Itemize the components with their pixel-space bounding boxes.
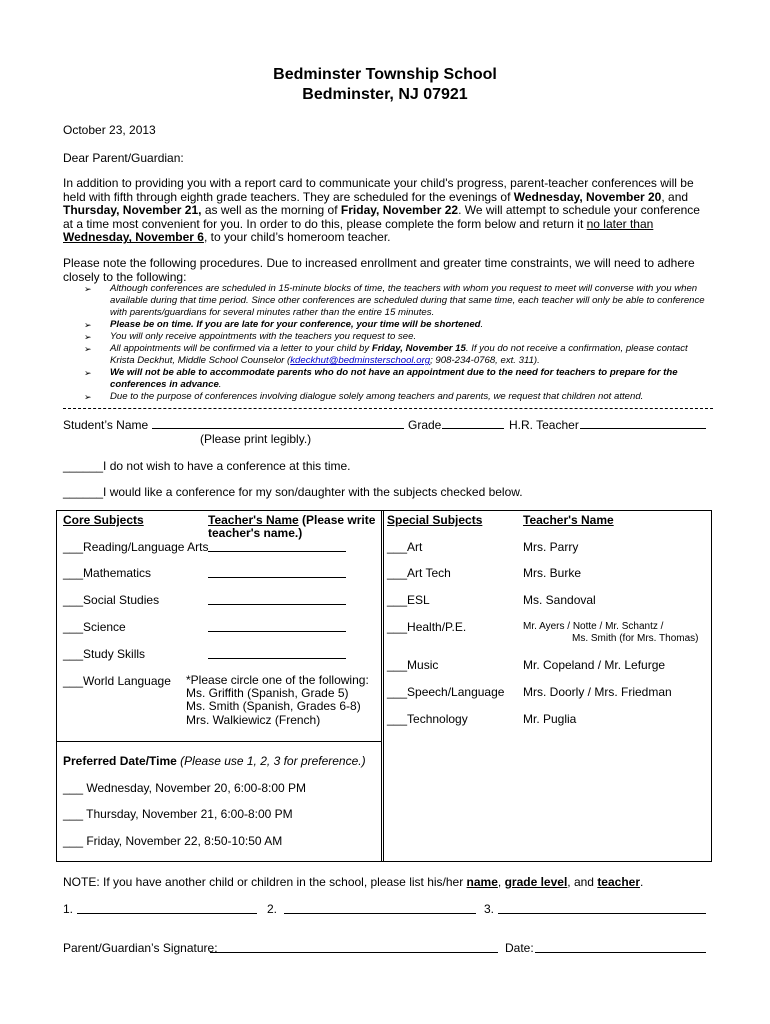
intro-paragraph: In addition to providing you with a report card to communicate your child's progress, parent-teacher conferences will be held with fifth through eighth grade teachers. They are scheduled for the evenings of Wednesday, November 20, and Thursday, November 21, as well as the morning of Friday, November 22. We will attempt to schedule your conference at a time most convenient for you. In order to do this, please complete the form below and return it no later than Wednesday, November 6, to your child’s homeroom teacher. — [63, 176, 700, 245]
special-teacher-name: Mr. Ayers / Notte / Mr. Schantz / — [523, 621, 664, 632]
no-conference-option[interactable]: ______I do not wish to have a conference at this time. — [63, 459, 351, 473]
grade-field[interactable] — [442, 418, 504, 429]
special-subject-music[interactable]: ___Music — [387, 658, 439, 672]
core-subject-world-language[interactable]: ___World Language — [63, 674, 171, 688]
school-address: Bedminster, NJ 07921 — [302, 86, 468, 103]
procedure-item: ➢ You will only receive appointments with the teachers you request to see. — [84, 331, 417, 342]
arrow-icon: ➢ — [84, 392, 92, 402]
core-teacher-field[interactable] — [208, 567, 346, 578]
checkbox-blank[interactable]: ______ — [63, 485, 104, 499]
procedure-item: ➢ All appointments will be confirmed via a letter to your child by Friday, November 15. If you do not receive a confirmation, please contact Krista Deckhut, Middle School Counselor (kdeckhut@bedminsterschool.org; 908-234-0768, ext. 311). — [84, 343, 688, 366]
salutation: Dear Parent/Guardian: — [63, 151, 184, 165]
procedure-item: ➢ Due to the purpose of conferences involving dialogue solely among teachers and parents, we request that children not attend. — [84, 391, 644, 402]
arrow-icon: ➢ — [84, 332, 92, 342]
conference-option[interactable]: ______I would like a conference for my son/daughter with the subjects checked below. — [63, 485, 523, 499]
arrow-icon: ➢ — [84, 284, 92, 294]
counselor-email-link[interactable]: kdeckhut@bedminsterschool.org — [290, 355, 431, 366]
special-subject-art[interactable]: ___Art — [387, 540, 423, 554]
core-teacher-heading-line2: teacher's name.) — [208, 526, 303, 540]
cut-line — [63, 408, 713, 409]
core-subject-study-skills[interactable]: ___Study Skills — [63, 647, 146, 661]
print-note: (Please print legibly.) — [200, 432, 312, 446]
teacher-option[interactable]: Ms. Griffith (Spanish, Grade 5) — [186, 686, 349, 701]
core-subject-math[interactable]: ___Mathematics — [63, 566, 152, 580]
special-teacher-name: Mr. Copeland / Mr. Lefurge — [523, 658, 666, 672]
date-label: Date: — [505, 941, 534, 955]
school-name: Bedminster Township School — [273, 66, 497, 83]
letter-date: October 23, 2013 — [63, 123, 156, 137]
procedure-item: ➢ Although conferences are scheduled in 15-minute blocks of time, the teachers with whom you request to meet will converse with you when available during that time period. Since other conferences are scheduled during that same time, each teacher will only be able to conference with parents/guardians for several minutes rather than the entire 15 minutes. — [84, 283, 705, 318]
special-teacher-name: Mrs. Doorly / Mrs. Friedman — [523, 685, 672, 699]
preferred-heading: Preferred Date/Time (Please use 1, 2, 3 for preference.) — [63, 754, 366, 768]
child-1-field[interactable] — [77, 903, 257, 914]
special-subjects-heading: Special Subjects — [387, 513, 483, 527]
core-teacher-heading: Teacher's Name (Please write — [208, 513, 376, 527]
child-3-field[interactable] — [498, 903, 706, 914]
arrow-icon: ➢ — [84, 344, 92, 354]
preferred-option-friday[interactable]: ___ Friday, November 22, 8:50-10:50 AM — [63, 834, 283, 848]
core-teacher-field[interactable] — [208, 594, 346, 605]
core-teacher-field[interactable] — [208, 541, 346, 552]
procedures-list — [84, 283, 714, 403]
core-teacher-field[interactable] — [208, 621, 346, 632]
core-subject-reading[interactable]: ___Reading/Language Arts — [63, 540, 209, 554]
date-field[interactable] — [535, 942, 706, 953]
student-name-label: Student’s Name — [63, 418, 149, 432]
hr-teacher-field[interactable] — [580, 418, 706, 429]
child-1-label: 1. — [63, 902, 74, 916]
hr-teacher-label: H.R. Teacher — [509, 418, 579, 432]
special-subject-health-pe[interactable]: ___Health/P.E. — [387, 620, 467, 634]
special-teacher-heading: Teacher's Name — [523, 513, 614, 527]
procedure-item: ➢ We will not be able to accommodate parents who do not have an appointment due to the need for teachers to prepare for the conferences in advance. — [84, 367, 678, 390]
special-teacher-name-line2: Ms. Smith (for Mrs. Thomas) — [572, 633, 699, 644]
world-language-note: *Please circle one of the following: Ms. Griffith (Spanish, Grade 5) Ms. Smith (Spanish, Grades 6-8) Mrs. Walkiewicz (French) — [186, 673, 369, 727]
teacher-option[interactable]: Mrs. Walkiewicz (French) — [186, 712, 321, 727]
siblings-note: NOTE: If you have another child or children in the school, please list his/her name, grade level, and teacher. — [63, 875, 644, 889]
special-subject-art-tech[interactable]: ___Art Tech — [387, 566, 451, 580]
checkbox-blank[interactable]: ______ — [63, 459, 104, 473]
special-subject-speech[interactable]: ___Speech/Language — [387, 685, 505, 699]
core-subject-science[interactable]: ___Science — [63, 620, 126, 634]
special-teacher-name: Mrs. Burke — [523, 566, 582, 580]
child-2-label: 2. — [267, 902, 278, 916]
signature-label: Parent/Guardian’s Signature: — [63, 941, 218, 955]
grade-label: Grade — [408, 418, 442, 432]
special-subject-esl[interactable]: ___ESL — [387, 593, 430, 607]
procedures-paragraph: Please note the following procedures. Due to increased enrollment and greater time constraints, we will need to adhere closely to the following: — [63, 256, 695, 284]
arrow-icon: ➢ — [84, 320, 92, 330]
core-subject-social-studies[interactable]: ___Social Studies — [63, 593, 160, 607]
special-teacher-name: Mr. Puglia — [523, 712, 577, 726]
special-teacher-name: Mrs. Parry — [523, 540, 579, 554]
child-3-label: 3. — [484, 902, 495, 916]
child-2-field[interactable] — [284, 903, 476, 914]
student-name-field[interactable] — [152, 418, 404, 429]
core-subjects-heading: Core Subjects — [63, 513, 144, 527]
teacher-option[interactable]: Ms. Smith (Spanish, Grades 6-8) — [186, 699, 361, 714]
core-teacher-field[interactable] — [208, 648, 346, 659]
signature-field[interactable] — [210, 942, 498, 953]
procedure-item: ➢ Please be on time. If you are late for your conference, your time will be shortened. — [84, 319, 484, 330]
preferred-option-thursday[interactable]: ___ Thursday, November 21, 6:00-8:00 PM — [63, 807, 293, 821]
special-subject-technology[interactable]: ___Technology — [387, 712, 468, 726]
special-teacher-name: Ms. Sandoval — [523, 593, 596, 607]
preferred-option-wednesday[interactable]: ___ Wednesday, November 20, 6:00-8:00 PM — [63, 781, 307, 795]
arrow-icon: ➢ — [84, 368, 92, 378]
